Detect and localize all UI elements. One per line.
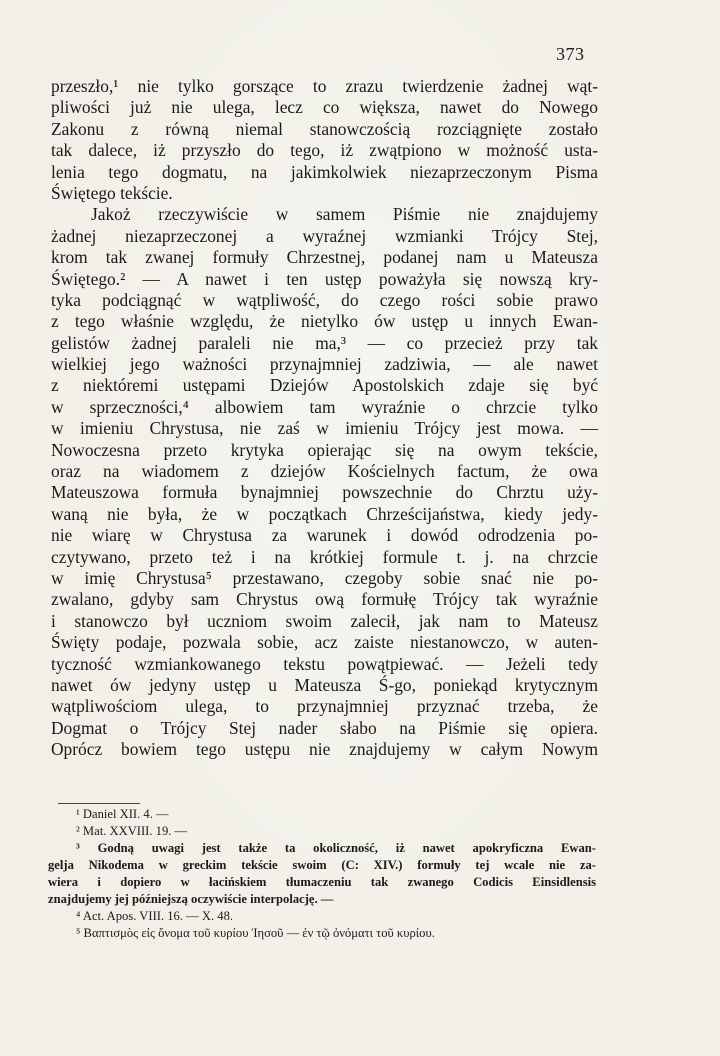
text-line: pliwości już nie ulega, lecz co większa, nawet do Nowego xyxy=(51,97,598,118)
text-line: żadnej niezaprzeczonej a wyraźnej wzmianki Trójcy Stej, xyxy=(51,225,598,246)
text-line: nawet ów jedyny ustęp u Mateusza Ś-go, poniekąd krytycznym xyxy=(51,674,598,695)
footnote-5: ⁵ Βαπτισμὸς εἰς ὄνομα τοῦ κυρίου Ἰησοῦ — ἐν τῷ ὀνόματι τοῦ κυρίου. xyxy=(76,926,435,940)
footnote-3-cont: gelja Nikodema w greckim tekście swoim (C: XIV.) formuły tej wcale nie za- xyxy=(48,858,596,872)
text-line: i stanowczo był uczniom swoim zalecił, jak nam to Mateusz xyxy=(51,610,598,631)
text-line: Oprócz bowiem tego ustępu nie znajdujemy w całym Nowym xyxy=(51,739,598,760)
text-line: Mateuszowa formuła bynajmniej powszechnie do Chrztu uży- xyxy=(51,482,598,503)
text-line: wielkiej jego ważności przynajmniej zadziwia, — ale nawet xyxy=(51,354,598,375)
footnote-2: ² Mat. XXVIII. 19. — xyxy=(76,824,188,838)
text-line: oraz na wiadomem z dziejów Kościelnych factum, że owa xyxy=(51,461,598,482)
text-line: w imieniu Chrystusa, nie zaś w imieniu Trójcy jest mowa. — xyxy=(51,418,598,439)
text-line: Święty podaje, pozwala sobie, acz zaiste niestanowczo, w auten- xyxy=(51,632,598,653)
body-text xyxy=(51,76,598,761)
text-line: w sprzeczności,⁴ albowiem tam wyraźnie o chrzcie tylko xyxy=(51,396,598,417)
text-line: w imię Chrystusa⁵ przestawano, czegoby sobie snać nie po- xyxy=(51,567,598,588)
text-line: krom tak zwanej formuły Chrzestnej, podanej nam u Mateusza xyxy=(51,247,598,268)
footnote-4: ⁴ Act. Apos. VIII. 16. — X. 48. xyxy=(76,909,234,923)
text-line: nie wiarę w Chrystusa za warunek i dowód odrodzenia po- xyxy=(51,525,598,546)
text-line: czytywano, przeto też i na krótkiej formule t. j. na chrzcie xyxy=(51,546,598,567)
footnote-3-cont: wiera i dopiero w łacińskiem tłumaczeniu tak zwanego Codicis Einsidlensis xyxy=(48,875,596,889)
text-line: tak dalece, iż przyszło do tego, iż zwątpiono w możność usta- xyxy=(51,140,598,161)
text-line: przeszło,¹ nie tylko gorszące to zrazu twierdzenie żadnej wąt- xyxy=(51,76,598,96)
text-line: z niektóremi ustępami Dziejów Apostolskich zdaje się być xyxy=(51,375,598,396)
text-line: tyczność wzmiankowanego tekstu powątpiewać. — Jeżeli tedy xyxy=(51,653,598,674)
text-line: waną nie była, że w początkach Chrześcijaństwa, kiedy jedy- xyxy=(51,503,598,524)
footnote-3: ³ Godną uwagi jest także ta okoliczność, iż nawet apokryficzna Ewan- xyxy=(76,841,596,855)
footnote-1: ¹ Daniel XII. 4. — xyxy=(76,807,169,821)
text-line: Nowoczesna przeto krytyka opierając się na owym tekście, xyxy=(51,439,598,460)
footnote-3-cont: znajdujemy jej późniejszą oczywiście interpolację. — xyxy=(48,892,334,906)
footnote-separator xyxy=(58,803,140,804)
page-number: 373 xyxy=(556,44,585,64)
text-line: lenia tego dogmatu, na jakimkolwiek niezaprzeczonym Pisma xyxy=(51,161,598,182)
text-line: Jakoż rzeczywiście w samem Piśmie nie znajdujemy xyxy=(91,204,598,225)
text-line: Dogmat o Trójcy Stej nader słabo na Piśmie się opiera. xyxy=(51,717,598,738)
text-line: tyka podciągnąć w wątpliwość, do czego rości sobie prawo xyxy=(51,289,598,310)
text-line: z tego właśnie względu, że nietylko ów ustęp u innych Ewan- xyxy=(51,311,598,332)
text-line: Świętego.² — A nawet i ten ustęp poważyła się nowszą kry- xyxy=(51,268,598,289)
text-line: wątpliwościom ulega, to przynajmniej przyznać trzeba, że xyxy=(51,696,598,717)
text-line: Świętego tekście. xyxy=(51,182,173,203)
text-line: Zakonu z równą niemal stanowczością rozciągnięte zostało xyxy=(51,118,598,139)
footnotes xyxy=(48,806,596,942)
text-line: zwalano, gdyby sam Chrystus ową formułę Trójcy tak wyraźnie xyxy=(51,589,598,610)
text-line: gelistów żadnej paraleli nie ma,³ — co przecież przy tak xyxy=(51,332,598,353)
